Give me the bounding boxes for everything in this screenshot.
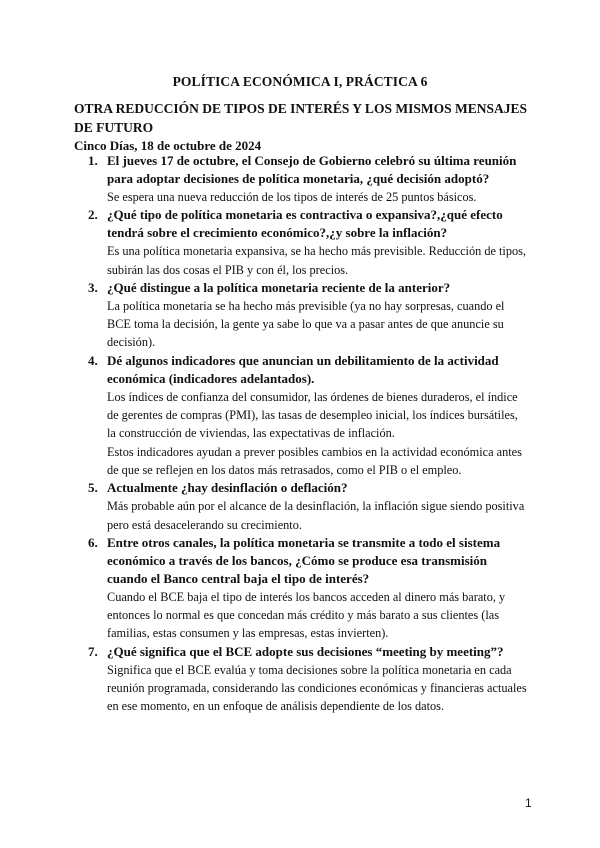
question-text: ¿Qué tipo de política monetaria es contractiva o expansiva?,¿qué efecto tendrá sobre el crecimiento económico?,¿y sobre la inflación? [107,207,503,241]
question-number: 6. [88,534,98,550]
list-item [0,643,527,716]
list-item [0,279,527,352]
question-list [0,152,600,716]
list-item [0,534,527,643]
question-number: 2. [88,207,98,223]
answer-text: Los índices de confianza del consumidor, las órdenes de bienes duraderos, el índice de gerentes de compras (PMI), las tasas de desempleo inicial, los índices bursátiles, la construcción de viviendas, las expectativas de inflación. [107,389,518,441]
question-text: Dé algunos indicadores que anuncian un debilitamiento de la actividad económica (indicadores adelantados). [107,352,499,386]
question-number: 1. [88,153,98,168]
list-item [0,479,527,534]
page-number: 1 [525,796,532,810]
answer-text: Más probable aún por el alcance de la desinflación, la inflación sigue siendo positiva pero está desacelerando su crecimiento. [107,499,525,532]
answer-text: Significa que el BCE evalúa y toma decisiones sobre la política monetaria en cada reunión programada, considerando las condiciones económicas y financieras actuales en ese momento, en un enfoque de análisis dependiente de los datos. [107,662,527,714]
answer-text: La política monetaria se ha hecho más previsible (ya no hay sorpresas, cuando el BCE toma la decisión, la gente ya sabe lo que va a pasar antes de que anuncie su decisión). [107,298,505,350]
list-item [0,352,527,479]
question-number: 7. [88,643,98,659]
answer-text: Es una política monetaria expansiva, se ha hecho más previsible. Reducción de tipos, subirán las dos cosas el PIB y con él, los precios. [107,244,526,277]
question-number: 3. [88,279,98,295]
answer-text: Cuando el BCE baja el tipo de interés los bancos acceden al dinero más barato, y entonces lo normal es que concedan más crédito y más barato a sus clientes (las familias, estas consumen y las empresas, estas invierten). [107,589,506,641]
list-item [0,152,527,206]
article-source: Cinco Días, 18 de octubre de 2024 [74,138,262,153]
question-text: Actualmente ¿hay desinflación o deflación? [107,480,348,496]
question-text: ¿Qué significa que el BCE adopte sus decisiones “meeting by meeting”? [107,643,504,659]
answer-text-continued: Estos indicadores ayudan a prever posibles cambios en la actividad económica antes de que se reflejen en los datos más retrasados, como el PIB o el empleo. [107,444,522,477]
answer-text: Se espera una nueva reducción de los tipos de interés de 25 puntos básicos. [107,190,477,204]
question-number: 5. [88,480,98,496]
question-text: El jueves 17 de octubre, el Consejo de Gobierno celebró su última reunión para adoptar decisiones de política monetaria, ¿qué decisión adoptó? [107,153,517,186]
document-title: POLÍTICA ECONÓMICA I, PRÁCTICA 6 [172,74,428,89]
question-number: 4. [88,352,98,368]
question-text: ¿Qué distingue a la política monetaria reciente de la anterior? [107,279,451,295]
list-item [0,206,527,279]
question-text: Entre otros canales, la política monetaria se transmite a todo el sistema económico a través de los bancos, ¿Cómo se produce esa transmisión cuando el Banco central baja el tipo de interés? [107,534,501,586]
article-headline: OTRA REDUCCIÓN DE TIPOS DE INTERÉS Y LOS MISMOS MENSAJES DE FUTURO [74,101,527,135]
